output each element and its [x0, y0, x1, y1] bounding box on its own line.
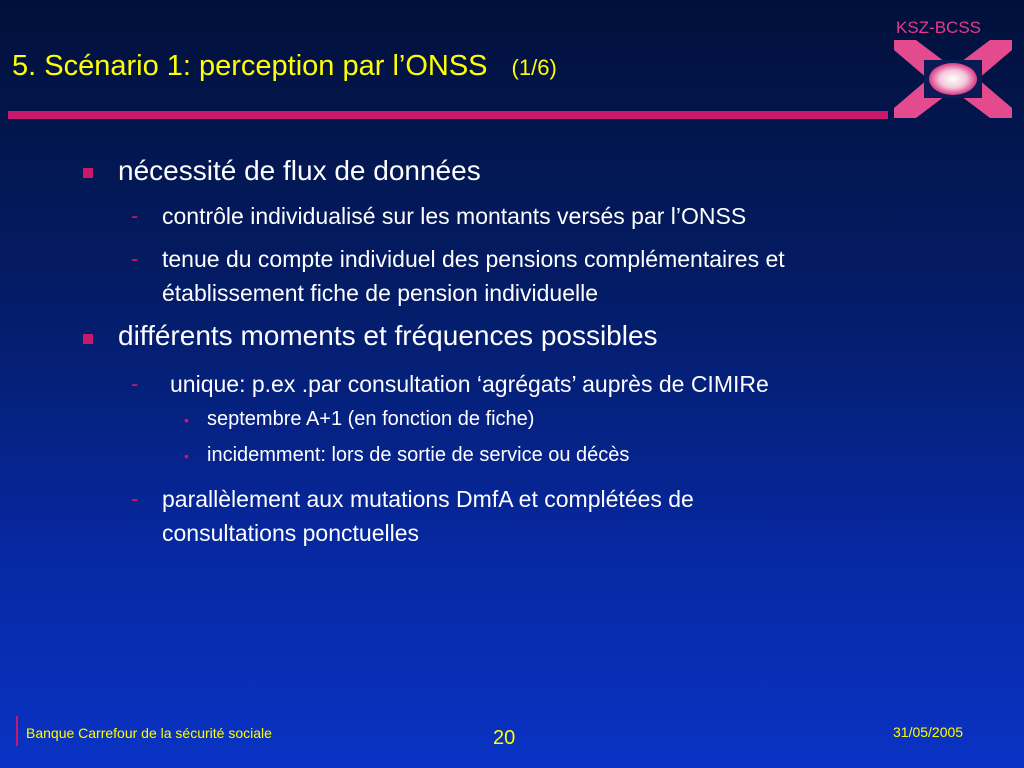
slide-title-text: 5. Scénario 1: perception par l’ONSS: [12, 50, 488, 82]
slide-title-part: (1/6): [511, 55, 557, 80]
sub-bullet-item-line: tenue du compte individuel des pensions complémentaires et: [162, 246, 785, 272]
footer-organization: Banque Carrefour de la sécurité sociale: [26, 725, 272, 741]
footer-divider: [16, 716, 18, 746]
sub-bullet-item-line: établissement fiche de pension individuelle: [162, 280, 599, 306]
bullet-marker: [83, 334, 93, 344]
sub-sub-bullet-marker: •: [184, 448, 189, 464]
sub-bullet-marker: -: [131, 371, 139, 396]
sub-sub-bullet-item: septembre A+1 (en fonction de fiche): [207, 408, 535, 430]
sub-bullet-marker: -: [131, 246, 139, 271]
sub-bullet-item-line: parallèlement aux mutations DmfA et complétées de: [162, 486, 694, 512]
sub-bullet-marker: -: [131, 203, 139, 228]
bullet-marker: [83, 168, 93, 178]
footer-date: 31/05/2005: [893, 724, 964, 740]
sub-bullet-item: unique: p.ex .par consultation ‘agrégats’ auprès de CIMIRe: [170, 371, 769, 397]
sub-bullet-marker: -: [131, 486, 139, 511]
bullet-item: différents moments et fréquences possibles: [118, 320, 658, 351]
sub-sub-bullet-item: incidemment: lors de sortie de service ou décès: [207, 444, 630, 466]
sub-bullet-item: contrôle individualisé sur les montants versés par l’ONSS: [162, 203, 747, 229]
bullet-item: nécessité de flux de données: [118, 155, 481, 186]
sub-bullet-item-line: consultations ponctuelles: [162, 520, 419, 546]
page-number: 20: [493, 727, 516, 749]
logo-text: KSZ-BCSS: [896, 18, 982, 37]
sub-sub-bullet-marker: •: [184, 412, 189, 428]
